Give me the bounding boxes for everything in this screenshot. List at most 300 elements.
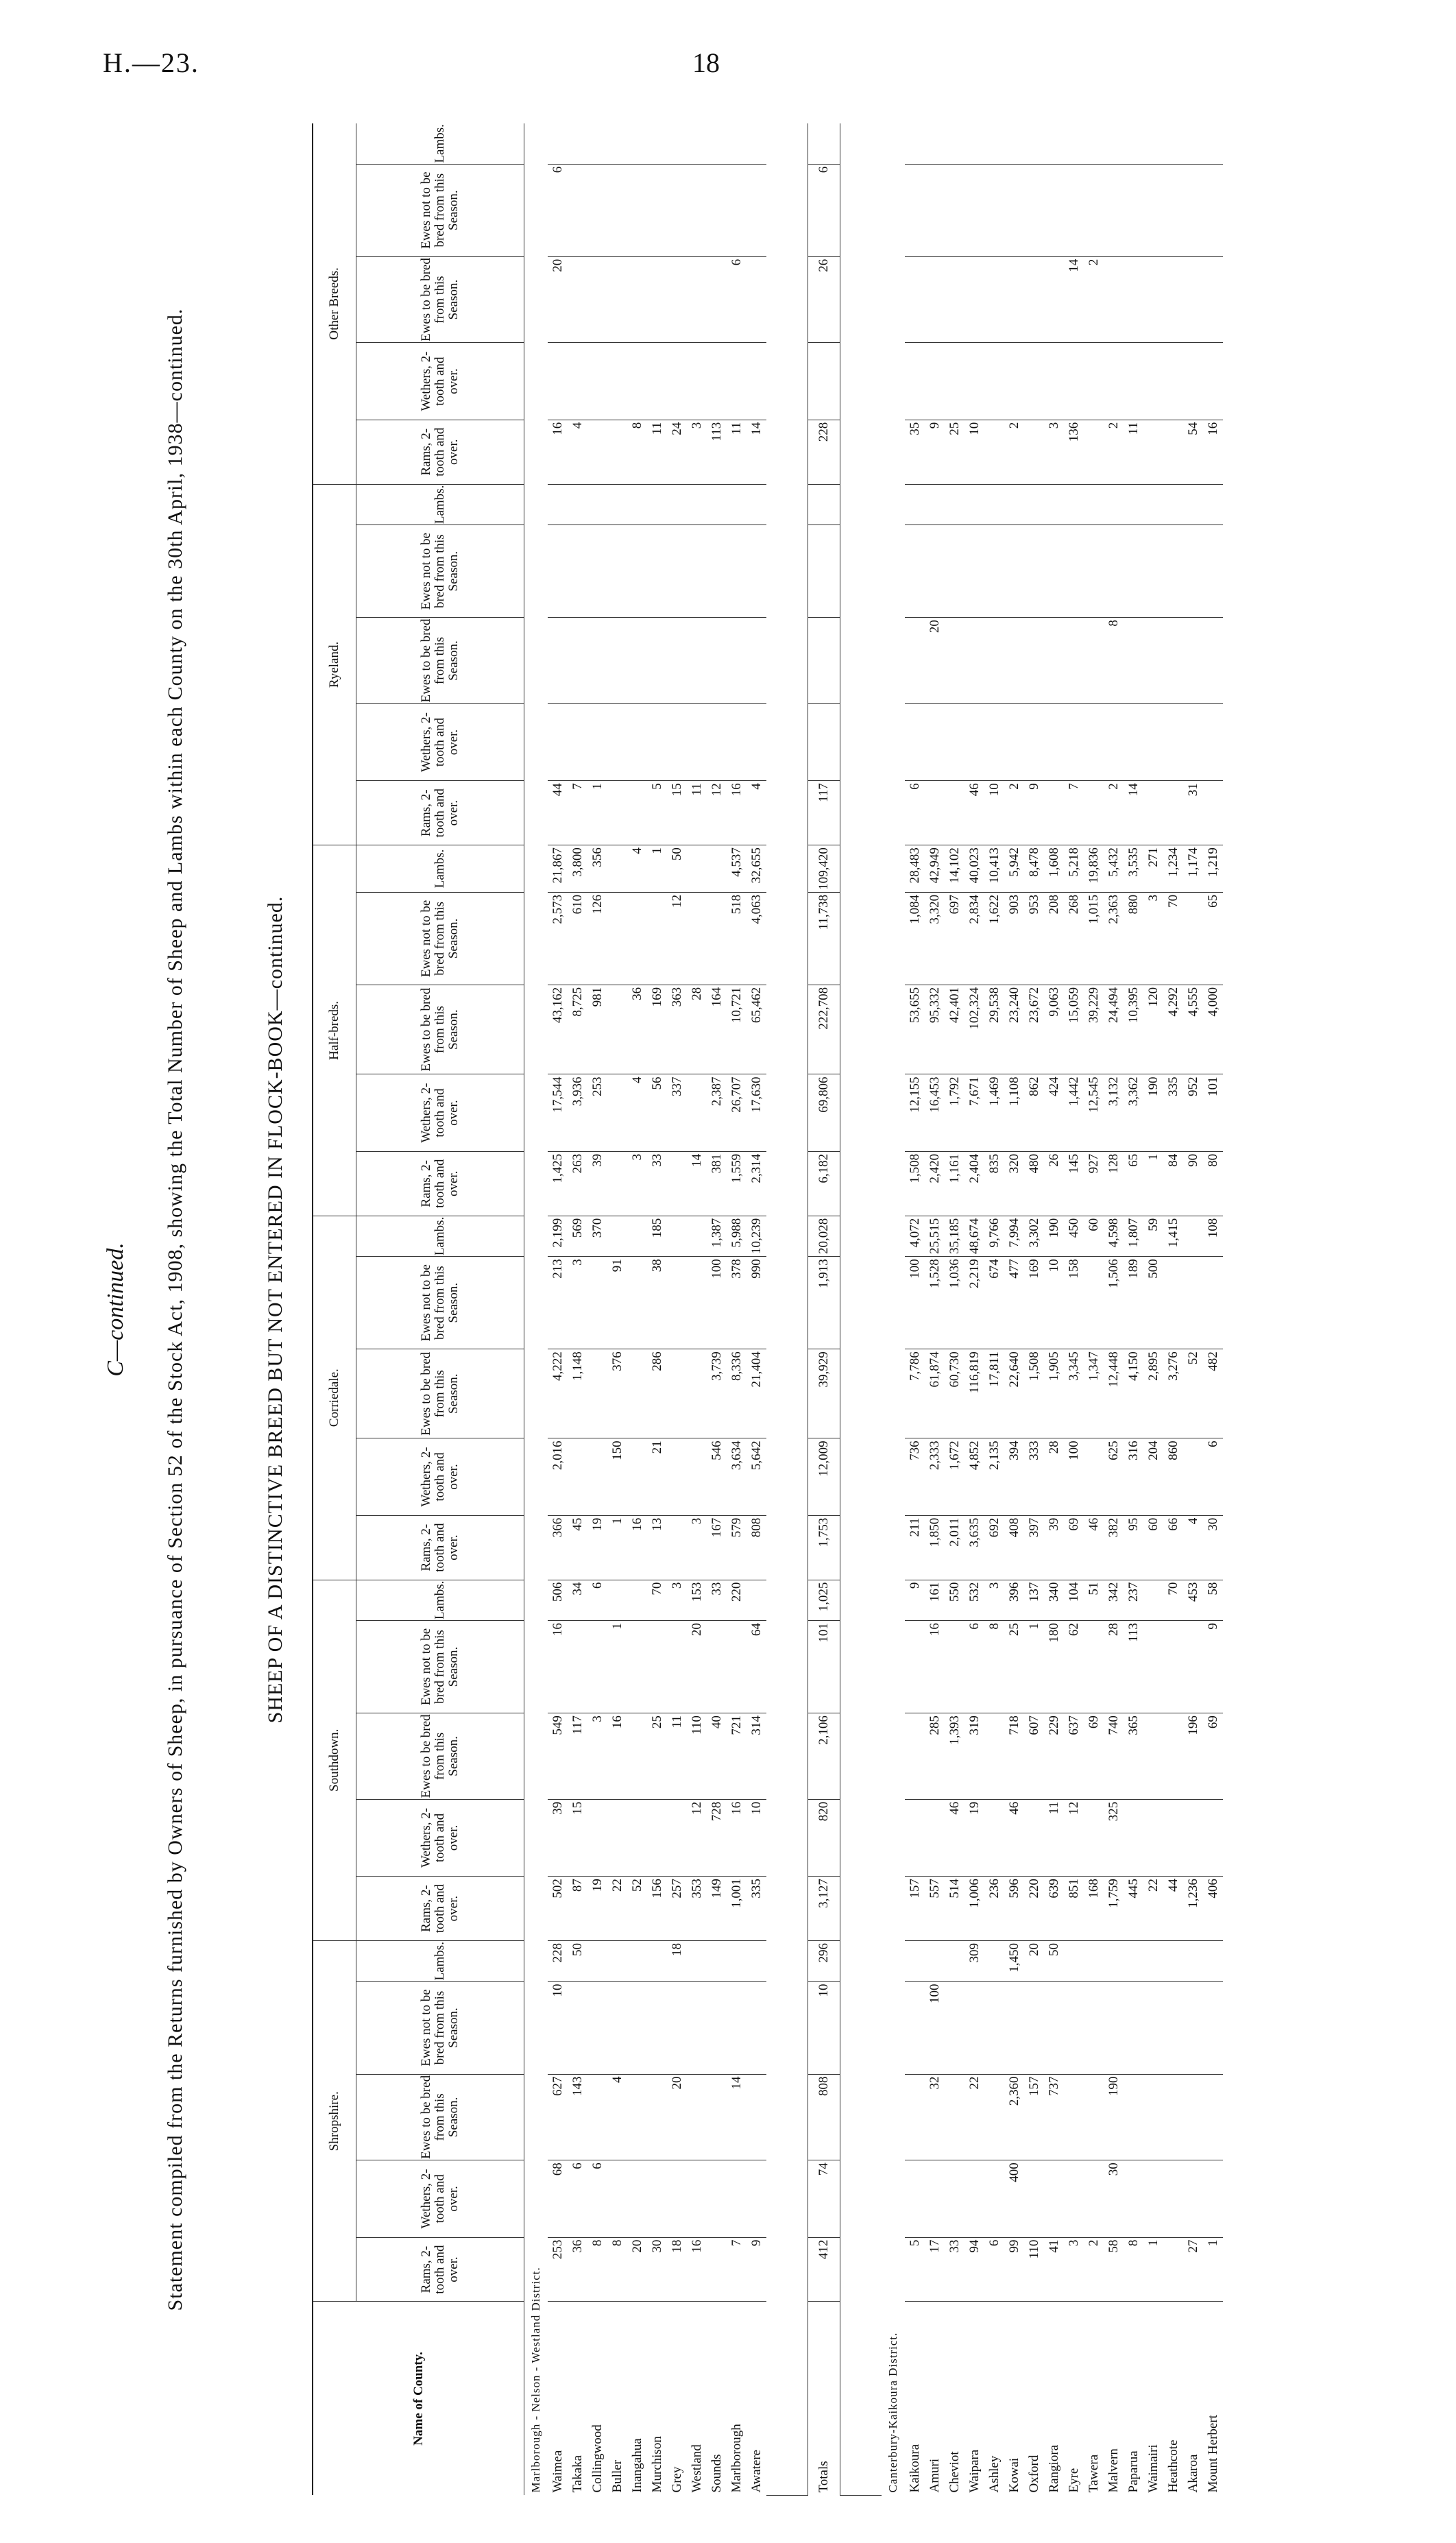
value-cell [1203,256,1223,343]
value-cell [747,484,766,525]
value-cell: 2 [1004,420,1024,484]
value-cell: 3,302 [1024,1216,1044,1256]
value-cell [707,484,727,525]
value-cell [1203,618,1223,704]
value-cell: 4 [747,781,766,845]
value-cell [1044,484,1064,525]
value-cell [548,123,568,164]
value-cell [905,525,925,618]
value-cell [1064,343,1084,420]
value-cell [1044,703,1064,780]
value-cell [707,2237,727,2302]
value-cell: 4,063 [747,892,766,985]
value-cell [627,781,647,845]
value-cell [964,256,984,343]
value-cell [1024,618,1044,704]
value-cell [1183,1216,1203,1256]
value-cell [1064,2074,1084,2160]
value-cell: 58 [1203,1580,1223,1620]
value-cell [1183,123,1203,164]
value-cell [1203,343,1223,420]
value-cell [1024,164,1044,256]
value-cell: 11 [727,420,747,484]
value-cell: 84 [1163,1151,1183,1216]
value-cell: 406 [1203,1877,1223,1941]
value-cell [1203,123,1223,164]
value-cell [964,1981,984,2074]
value-cell [905,256,925,343]
value-cell: 9 [925,420,945,484]
table-row [607,123,627,2496]
value-cell: 157 [905,1877,925,1941]
value-cell [1084,1941,1104,1981]
column-header: Ewes not to be bred from this Season. [356,164,524,256]
table-row [667,123,687,2496]
value-cell [747,164,766,256]
value-cell: 19 [587,1515,607,1580]
value-cell [964,484,984,525]
value-cell [707,123,727,164]
value-cell: 6 [905,781,925,845]
county-name: Heathcote [1165,2439,1180,2493]
sub-heading: SHEEP OF A DISTINCTIVE BREED BUT NOT ENTERED IN FLOCK-BOOK—continued. [264,895,287,1724]
column-header: Lambs. [356,484,524,525]
value-cell: 4,537 [727,845,747,893]
value-cell [707,1981,727,2074]
value-cell [1064,1941,1084,1981]
value-cell [1124,1941,1143,1981]
value-cell: 54 [1183,420,1203,484]
column-header: Rams, 2-tooth and over. [356,781,524,845]
value-cell [1084,164,1104,256]
value-cell [1143,123,1163,164]
value-cell [747,2160,766,2237]
value-cell: 1 [607,1621,627,1713]
column-header: Ewes to be bred from this Season. [356,2074,524,2160]
value-cell: 189 [1124,1257,1143,1349]
table-row [945,123,964,2496]
value-cell: 23,672 [1024,985,1044,1074]
value-cell [964,123,984,164]
county-name: Ashley [986,2455,1002,2493]
value-cell: 1,234 [1163,845,1183,893]
value-cell: 335 [1163,1074,1183,1151]
value-cell: 3 [687,420,707,484]
value-cell [1064,1981,1084,2074]
value-cell: 70 [1163,1580,1183,1620]
value-cell [1143,703,1163,780]
value-cell: 213 [548,1257,568,1349]
value-cell: 549 [548,1713,568,1800]
value-cell [1163,1799,1183,1876]
value-cell: 2,016 [548,1438,568,1515]
value-cell [1024,343,1044,420]
value-cell [568,1438,587,1515]
value-cell [587,525,607,618]
value-cell [1183,703,1203,780]
county-name: Collingwood [590,2424,605,2493]
table-row [548,123,568,2496]
value-cell [607,985,627,1074]
value-cell: 14 [1064,256,1084,343]
value-cell: 46 [945,1799,964,1876]
value-cell [1104,164,1124,256]
value-cell: 1,415 [1163,1216,1183,1256]
value-cell: 16 [607,1713,627,1800]
value-cell [667,2160,687,2237]
total-cell [808,123,840,164]
value-cell: 10,413 [984,845,1004,893]
value-cell: 137 [1024,1580,1044,1620]
value-cell [568,343,587,420]
value-cell [1203,1257,1223,1349]
value-cell [905,703,925,780]
value-cell [627,2074,647,2160]
value-cell: 370 [587,1216,607,1256]
value-cell: 1,219 [1203,845,1223,893]
value-cell: 149 [707,1877,727,1941]
value-cell [964,2160,984,2237]
county-name: Rangiora [1046,2444,1061,2493]
total-cell: 10 [808,1981,840,2074]
value-cell [1163,123,1183,164]
table-row [905,123,925,2496]
value-cell [984,1713,1004,1800]
value-cell [587,1257,607,1349]
value-cell: 4,150 [1124,1349,1143,1438]
value-cell: 1 [1024,1621,1044,1713]
value-cell [1044,1981,1064,2074]
value-cell [1163,2237,1183,2302]
value-cell [627,1216,647,1256]
value-cell [647,1981,667,2074]
value-cell [707,343,727,420]
value-cell: 1,508 [905,1151,925,1216]
value-cell [727,123,747,164]
value-cell: 4,000 [1203,985,1223,1074]
total-cell: 26 [808,256,840,343]
value-cell: 342 [1104,1580,1124,1620]
value-cell [727,343,747,420]
column-header: Rams, 2-tooth and over. [356,420,524,484]
value-cell [1024,256,1044,343]
value-cell: 32,655 [747,845,766,893]
value-cell: 102,324 [964,985,984,1074]
value-cell: 44 [1163,1877,1183,1941]
value-cell: 1,001 [727,1877,747,1941]
value-cell: 220 [727,1580,747,1620]
value-cell [1024,484,1044,525]
value-cell: 579 [727,1515,747,1580]
value-cell [1044,343,1064,420]
value-cell: 156 [647,1877,667,1941]
value-cell: 1,006 [964,1877,984,1941]
value-cell [627,1713,647,1800]
value-cell [587,703,607,780]
value-cell [1163,164,1183,256]
total-cell: 222,708 [808,985,840,1074]
total-cell: 74 [808,2160,840,2237]
total-cell [808,618,840,704]
value-cell [587,1621,607,1713]
total-cell: 11,738 [808,892,840,985]
value-cell: 1,792 [945,1074,964,1151]
value-cell [1024,703,1044,780]
value-cell: 20 [548,256,568,343]
district-name: Canterbury-Kaikoura District. [886,2332,899,2493]
value-cell: 981 [587,985,607,1074]
value-cell: 190 [1143,1074,1163,1151]
value-cell: 50 [1044,1941,1064,1981]
value-cell: 80 [1203,1151,1223,1216]
value-cell [707,845,727,893]
value-cell [1084,1257,1104,1349]
value-cell: 28 [1044,1438,1064,1515]
value-cell [925,343,945,420]
value-cell: 100 [905,1257,925,1349]
value-cell: 50 [568,1941,587,1981]
county-name: Buller [609,2460,624,2493]
value-cell [1084,703,1104,780]
value-cell [984,1799,1004,1876]
value-cell: 953 [1024,892,1044,985]
totals-label: Totals [808,2302,840,2496]
value-cell [984,123,1004,164]
value-cell [1124,2074,1143,2160]
value-cell: 320 [1004,1151,1024,1216]
table-row [1064,123,1084,2496]
table-row [1203,123,1223,2496]
value-cell: 117 [568,1713,587,1800]
value-cell [627,343,647,420]
value-cell: 60,730 [945,1349,964,1438]
value-cell: 167 [707,1515,727,1580]
value-cell [1183,1941,1203,1981]
value-cell: 1,506 [1104,1257,1124,1349]
value-cell [1163,256,1183,343]
value-cell: 11 [1044,1799,1064,1876]
value-cell: 378 [727,1257,747,1349]
value-cell: 1,759 [1104,1877,1124,1941]
value-cell [587,164,607,256]
value-cell [984,1981,1004,2074]
value-cell: 143 [568,2074,587,2160]
value-cell [607,2160,627,2237]
value-cell [925,525,945,618]
value-cell: 271 [1143,845,1163,893]
total-cell: 1,753 [808,1515,840,1580]
value-cell [1183,1621,1203,1713]
value-cell [1143,1621,1163,1713]
value-cell [607,164,627,256]
value-cell: 38 [647,1257,667,1349]
value-cell: 1,174 [1183,845,1203,893]
value-cell: 30 [1203,1515,1223,1580]
value-cell: 180 [1044,1621,1064,1713]
value-cell [925,164,945,256]
value-cell: 65,462 [747,985,766,1074]
total-cell: 228 [808,420,840,484]
value-cell: 18 [667,1941,687,1981]
value-cell: 3,276 [1163,1349,1183,1438]
value-cell: 2,360 [1004,2074,1024,2160]
value-cell [607,1580,627,1620]
value-cell [687,1349,707,1438]
value-cell [687,1981,707,2074]
value-cell [1084,1799,1104,1876]
value-cell: 100 [1064,1438,1084,1515]
value-cell [1203,1981,1223,2074]
value-cell [1163,1941,1183,1981]
value-cell [647,123,667,164]
column-header: Ewes not to be bred from this Season. [356,892,524,985]
value-cell [627,484,647,525]
value-cell [1143,618,1163,704]
value-cell: 61,874 [925,1349,945,1438]
value-cell: 639 [1044,1877,1064,1941]
value-cell: 3 [568,1257,587,1349]
value-cell [1203,2160,1223,2237]
value-cell [1163,781,1183,845]
value-cell: 381 [707,1151,727,1216]
value-cell [627,525,647,618]
value-cell: 2,219 [964,1257,984,1349]
value-cell [1183,1799,1203,1876]
value-cell [687,484,707,525]
value-cell [747,123,766,164]
value-cell [627,1438,647,1515]
value-cell: 7,671 [964,1074,984,1151]
value-cell [647,525,667,618]
value-cell: 22 [964,2074,984,2160]
value-cell [1203,703,1223,780]
value-cell [647,703,667,780]
value-cell: 30 [647,2237,667,2302]
column-header: Lambs. [356,845,524,893]
value-cell [568,256,587,343]
value-cell: 31 [1183,781,1203,845]
value-cell: 557 [925,1877,945,1941]
value-cell: 2,333 [925,1438,945,1515]
value-cell: 66 [1163,1515,1183,1580]
value-cell: 610 [568,892,587,985]
value-cell: 196 [1183,1713,1203,1800]
value-cell [905,618,925,704]
value-cell: 211 [905,1515,925,1580]
value-cell [568,123,587,164]
value-cell: 314 [747,1713,766,1800]
value-cell: 20 [925,618,945,704]
value-cell: 120 [1143,985,1163,1074]
value-cell: 5 [905,2237,925,2302]
value-cell: 2,573 [548,892,568,985]
value-cell: 8 [587,2237,607,2302]
value-cell [984,164,1004,256]
value-cell [925,2160,945,2237]
column-header: Wethers, 2-tooth and over. [356,2160,524,2237]
value-cell: 237 [1124,1580,1143,1620]
value-cell: 16 [627,1515,647,1580]
value-cell [925,1799,945,1876]
value-cell: 903 [1004,892,1024,985]
statement-heading: Statement compiled from the Returns furnished by Owners of Sheep, in pursuance of Section 52 of the Stock Act, 1908, showing the Total Number of Sheep and Lambs within each County on the 30th April, 1938—continued. [164,308,186,2311]
value-cell: 880 [1124,892,1143,985]
value-cell [627,1981,647,2074]
value-cell [1124,256,1143,343]
value-cell [1044,781,1064,845]
value-cell: 14 [727,2074,747,2160]
value-cell: 674 [984,1257,1004,1349]
value-cell: 95 [1124,1515,1143,1580]
value-cell [905,1941,925,1981]
table-row [1143,123,1163,2496]
value-cell: 1,905 [1044,1349,1064,1438]
value-cell: 10 [1044,1257,1064,1349]
value-cell: 4,072 [905,1216,925,1256]
value-cell [707,525,727,618]
county-name: Sounds [709,2454,724,2493]
value-cell [1124,1981,1143,2074]
value-cell [647,484,667,525]
value-cell: 340 [1044,1580,1064,1620]
value-cell [1064,164,1084,256]
value-cell: 1,528 [925,1257,945,1349]
value-cell [747,343,766,420]
value-cell [667,703,687,780]
value-cell [1183,525,1203,618]
value-cell: 2,387 [707,1074,727,1151]
value-cell [945,618,964,704]
value-cell: 4,598 [1104,1216,1124,1256]
value-cell: 3 [587,1713,607,1800]
value-cell [687,1074,707,1151]
value-cell: 3 [627,1151,647,1216]
value-cell [1044,2160,1064,2237]
value-cell [548,703,568,780]
county-name: Marlborough [729,2424,744,2493]
value-cell: 91 [607,1257,627,1349]
value-cell [687,845,707,893]
value-cell: 1 [1143,1151,1163,1216]
value-cell: 2,363 [1104,892,1124,985]
value-cell: 10,721 [727,985,747,1074]
county-name: Takaka [570,2455,585,2493]
value-cell: 168 [1084,1877,1104,1941]
value-cell: 1,084 [905,892,925,985]
value-cell: 24,494 [1104,985,1124,1074]
value-cell: 8,725 [568,985,587,1074]
value-cell [1163,703,1183,780]
column-header: Lambs. [356,123,524,164]
value-cell: 7 [568,781,587,845]
value-cell: 39 [1044,1515,1064,1580]
value-cell: 3,635 [964,1515,984,1580]
value-cell: 1 [1143,2237,1163,2302]
value-cell: 28,483 [905,845,925,893]
value-cell: 150 [607,1438,627,1515]
value-cell: 14 [687,1151,707,1216]
value-cell: 204 [1143,1438,1163,1515]
value-cell: 333 [1024,1438,1044,1515]
value-cell [647,2160,667,2237]
value-cell: 450 [1064,1216,1084,1256]
value-cell: 53,655 [905,985,925,1074]
value-cell [667,1349,687,1438]
value-cell: 4 [568,420,587,484]
value-cell [1044,164,1064,256]
value-cell: 65 [1203,892,1223,985]
value-cell: 42,401 [945,985,964,1074]
